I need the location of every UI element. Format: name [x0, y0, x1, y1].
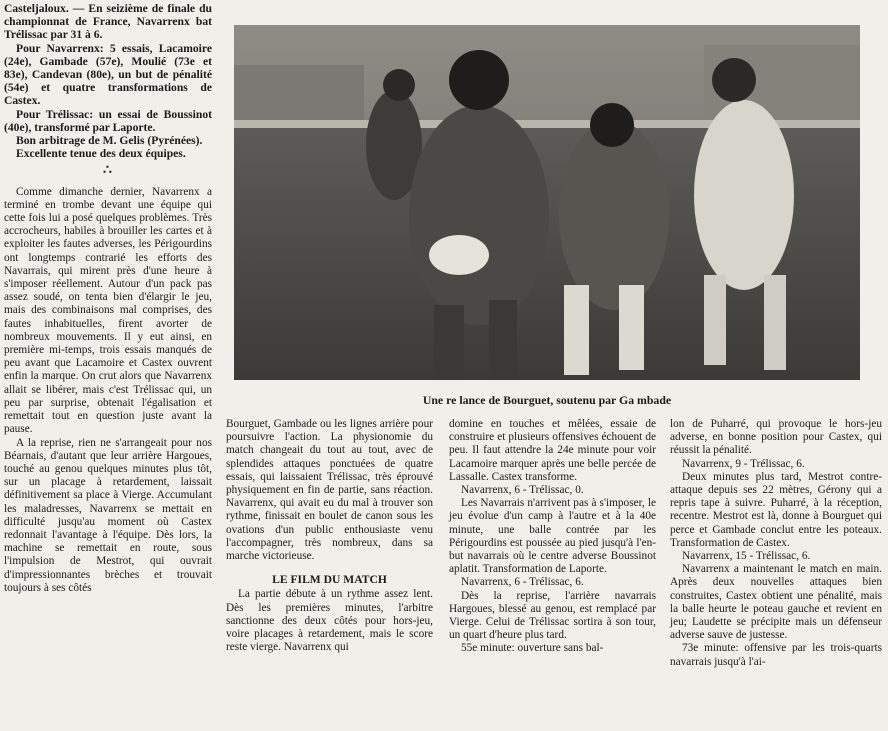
- article-paragraph: domine en touches et mêlées, essaie de construire et plusieurs offensives échouent de peu. Il faut attendre la 24e minute pour voir Lacamoire marquer après une belle percée de Lassalle. Castex transforme.: [449, 418, 656, 483]
- article-paragraph: Bourguet, Gambade ou les lignes arrière pour poursuivre l'action. La physionomie du match changeait du tout au tout, avec de splendides attaques ponctuées de quatre essais, qui laissaient Trélissac, très éprouvé physiquement en fin de partie, sans réaction. Navarrenx, qui avait eu du mal à trouver son rythme, finissait en boulet de canon sous les ovations d'un public enthousiaste venu l'accompagner, très nombreux, dans sa marche victorieuse.: [226, 418, 433, 563]
- article-paragraph: Deux minutes plus tard, Mestrot contre-attaque depuis ses 22 mètres, Gérony qui a repris tape à suivre. Puharré, à la réception, recentre. Mestrot est là, donne à Bourguet qui perce et Gambade conclut entre les poteaux. Transformation de Castex.: [670, 470, 882, 549]
- column-3: [449, 418, 656, 656]
- score-line: Navarrenx, 6 - Trélissac, 6.: [461, 576, 584, 589]
- column-2: [226, 418, 433, 654]
- summary-line: Excellente tenue des deux équipes.: [16, 147, 186, 161]
- article-paragraph: Navarrenx a maintenant le match en main. Après deux nouvelles attaques bien construites, Castex obtient une pénalité, mais la balle heurte le poteau gauche et revient en jeu; Laudette se précipite mais un défenseur adverse sauve de justesse.: [670, 563, 882, 642]
- match-summary: [4, 2, 212, 160]
- summary-line: Bon arbitrage de M. Gelis (Pyrénées).: [16, 134, 203, 148]
- score-line: Navarrenx, 15 - Trélissac, 6.: [682, 550, 811, 563]
- article-paragraph: Dès la reprise, l'arrière navarrais Hargoues, blessé au genou, est remplacé par Vierge. Celui de Trélissac sortira à son tour, un quart d'heure plus tard.: [449, 589, 656, 642]
- photo-caption: Une re lance de Bourguet, soutenu par Ga mbade: [422, 393, 672, 407]
- column-4: [670, 418, 882, 669]
- article-paragraph: 55e minute: ouverture sans bal-: [461, 642, 604, 655]
- match-photo: [234, 25, 860, 380]
- article-paragraph: Comme dimanche dernier, Navarrenx a terminé en trombe devant une équipe qui cette fois lui a posé quelques problèmes. Très accrocheurs, habiles à brouiller les cartes et à exploiter les fautes adverses, les Périgourdins ont longtemps contrarié les efforts des Navarrais, qui mirent près d'une heure à s'imposer réellement. Autour d'un pack pas assez soudé, on tenta bien d'élargir le jeu, mais des combinaisons mal comprises, des fautes inhabituelles, firent avorter de nombreux mouvements. Il y eut ainsi, en première mi-temps, trois essais manqués de peu avant que Lacamoire et Castex ouvrent enfin la marque. On crut alors que Navarrenx allait se libérer, mais c'est Trélissac qui, un peu par surprise, obtenait l'égalisation et remettait tout en question juste avant la pause.: [4, 185, 212, 436]
- column-1: [4, 2, 212, 595]
- article-paragraph: 73e minute: offensive par les trois-quarts navarrais jusqu'à l'ai-: [670, 642, 882, 668]
- summary-line: Pour Trélissac: un essai de Boussinot (40e), transformé par Laporte.: [4, 107, 212, 134]
- summary-line: Casteljaloux. — En seizième de finale du championnat de France, Navarrenx bat Trélissac par 31 à 6.: [4, 2, 212, 42]
- article-paragraph: A la reprise, rien ne s'arrangeait pour nos Béarnais, d'autant que leur arrière Hargoues, touché au genou quelques minutes plus tôt, sur un placage à retardement, laissait définitivement sa place à Vierge. Accumulant les maladresses, Navarrenx se mettait en difficulté jusqu'au moment où Castex redonnait l'avantage à l'équipe. Dès lors, la machine se remettait en route, sous l'impulsion de Mestrot, qui ouvrait d'impressionnantes brèches et trouvait toujours à ses côtés: [4, 436, 212, 594]
- article-paragraph: Les Navarrais n'arrivent pas à s'imposer, le jeu évolue d'un camp à l'autre et à la 40e minute, une balle contrée par les Périgourdins est poussée au pied jusqu'à l'en-but navarrais où le centre adverse Boussinot aplatit. Transformation de Laporte.: [449, 497, 656, 576]
- section-heading: LE FILM DU MATCH: [272, 573, 387, 587]
- rugby-players-image: [234, 25, 860, 380]
- score-line: Navarrenx, 9 - Trélissac, 6.: [682, 457, 805, 470]
- summary-line: Pour Navarrenx: 5 essais, Lacamoire (24e), Gambade (57e), Moulié (73e et 83e), Candevan (80e), un but de pénalité (54e) et quatre transformations de Castex.: [4, 41, 212, 108]
- article-paragraph: La partie débute à un rythme assez lent. Dès les premières minutes, l'arbitre sanctionne des deux côtés pour hors-jeu, voire placages à retardement, mais le score reste vierge. Navarrenx qui: [226, 588, 433, 654]
- article-paragraph: lon de Puharré, qui provoque le hors-jeu adverse, en bonne position pour Castex, qui réussit la pénalité.: [670, 418, 882, 457]
- separator-dots: ∴: [103, 163, 113, 179]
- score-line: Navarrenx, 6 - Trélissac, 0.: [461, 484, 584, 497]
